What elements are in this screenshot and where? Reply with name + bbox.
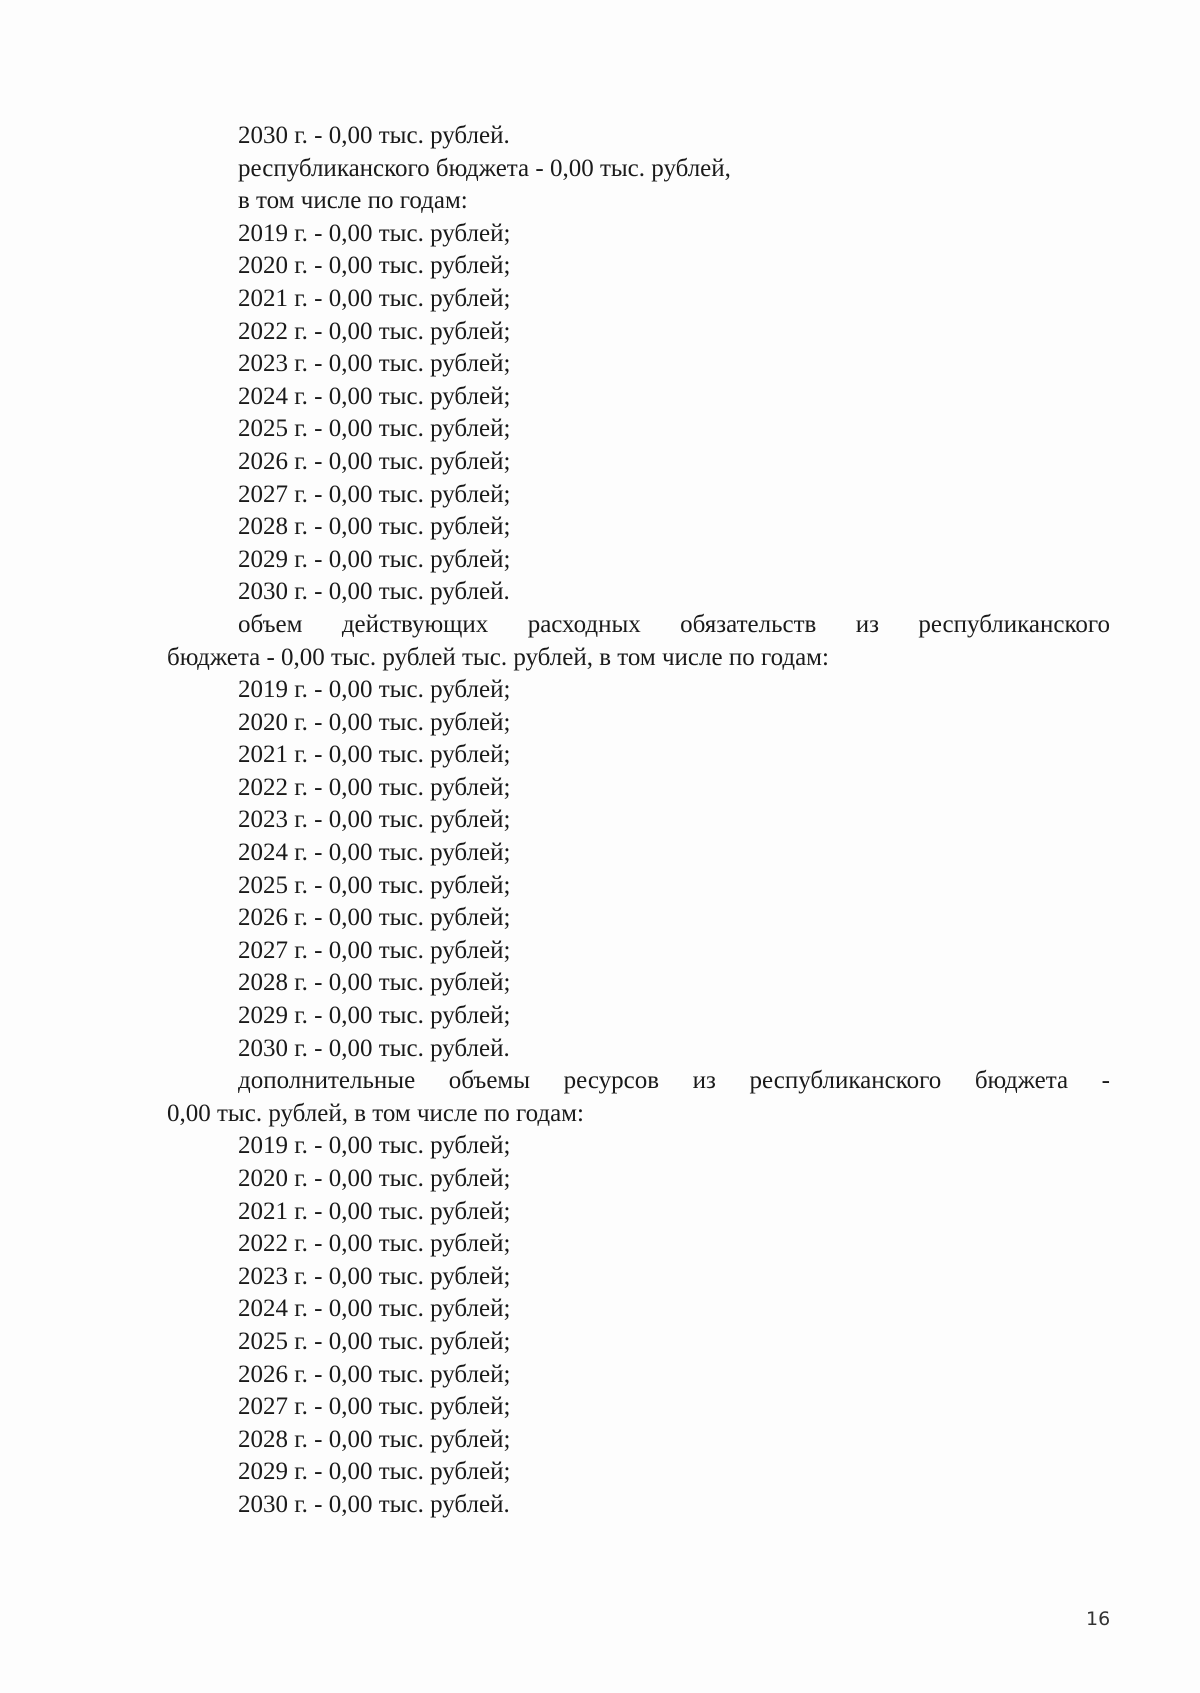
year-line: 2024 г. - 0,00 тыс. рублей; bbox=[238, 382, 511, 410]
text-line: в том числе по годам: bbox=[238, 187, 468, 215]
year-line: 2022 г. - 0,00 тыс. рублей; bbox=[238, 317, 511, 345]
year-line: 2023 г. - 0,00 тыс. рублей; bbox=[238, 1262, 511, 1290]
year-line: 2024 г. - 0,00 тыс. рублей; bbox=[238, 839, 511, 867]
year-line: 2021 г. - 0,00 тыс. рублей; bbox=[238, 1197, 511, 1225]
paragraph-first-line: дополнительные объемы ресурсов из республиканского бюджета - bbox=[238, 1067, 1110, 1095]
year-line: 2019 г. - 0,00 тыс. рублей; bbox=[238, 1132, 511, 1160]
paragraph-continuation: 0,00 тыс. рублей, в том числе по годам: bbox=[167, 1099, 584, 1127]
section-additional-resources bbox=[167, 1065, 1110, 1521]
paragraph-continuation: бюджета - 0,00 тыс. рублей тыс. рублей, в том числе по годам: bbox=[167, 643, 829, 671]
year-line: 2024 г. - 0,00 тыс. рублей; bbox=[238, 1295, 511, 1323]
paragraph-first-line: объем действующих расходных обязательств из республиканского bbox=[238, 610, 1110, 638]
year-line: 2029 г. - 0,00 тыс. рублей; bbox=[238, 1002, 511, 1030]
document-body bbox=[167, 120, 1110, 1522]
year-line: 2028 г. - 0,00 тыс. рублей; bbox=[238, 1425, 511, 1453]
section-existing-obligations bbox=[167, 609, 1110, 1065]
year-line: 2029 г. - 0,00 тыс. рублей; bbox=[238, 1458, 511, 1486]
year-line: 2028 г. - 0,00 тыс. рублей; bbox=[238, 513, 511, 541]
year-line: 2019 г. - 0,00 тыс. рублей; bbox=[238, 676, 511, 704]
year-line: 2026 г. - 0,00 тыс. рублей; bbox=[238, 447, 511, 475]
year-line: 2026 г. - 0,00 тыс. рублей; bbox=[238, 904, 511, 932]
text-line: республиканского бюджета - 0,00 тыс. рублей, bbox=[238, 154, 731, 182]
year-line: 2023 г. - 0,00 тыс. рублей; bbox=[238, 806, 511, 834]
year-line: 2019 г. - 0,00 тыс. рублей; bbox=[238, 219, 511, 247]
section-republican-budget bbox=[167, 120, 1110, 609]
year-line: 2025 г. - 0,00 тыс. рублей; bbox=[238, 415, 511, 443]
year-line: 2021 г. - 0,00 тыс. рублей; bbox=[238, 284, 511, 312]
year-line: 2028 г. - 0,00 тыс. рублей; bbox=[238, 969, 511, 997]
year-line: 2030 г. - 0,00 тыс. рублей. bbox=[238, 578, 510, 606]
year-line: 2027 г. - 0,00 тыс. рублей; bbox=[238, 1393, 511, 1421]
year-line: 2021 г. - 0,00 тыс. рублей; bbox=[238, 741, 511, 769]
year-line: 2027 г. - 0,00 тыс. рублей; bbox=[238, 936, 511, 964]
year-line: 2025 г. - 0,00 тыс. рублей; bbox=[238, 871, 511, 899]
year-line: 2030 г. - 0,00 тыс. рублей. bbox=[238, 1034, 510, 1062]
page-number: 16 bbox=[1086, 1608, 1111, 1630]
year-line: 2020 г. - 0,00 тыс. рублей; bbox=[238, 252, 511, 280]
year-line: 2025 г. - 0,00 тыс. рублей; bbox=[238, 1327, 511, 1355]
year-line: 2022 г. - 0,00 тыс. рублей; bbox=[238, 1230, 511, 1258]
year-line: 2022 г. - 0,00 тыс. рублей; bbox=[238, 773, 511, 801]
year-line: 2023 г. - 0,00 тыс. рублей; bbox=[238, 350, 511, 378]
text-line: 2030 г. - 0,00 тыс. рублей. bbox=[238, 122, 510, 149]
year-line: 2027 г. - 0,00 тыс. рублей; bbox=[238, 480, 511, 508]
year-line: 2030 г. - 0,00 тыс. рублей. bbox=[238, 1490, 510, 1518]
year-line: 2020 г. - 0,00 тыс. рублей; bbox=[238, 1165, 511, 1192]
year-line: 2026 г. - 0,00 тыс. рублей; bbox=[238, 1360, 511, 1388]
year-line: 2029 г. - 0,00 тыс. рублей; bbox=[238, 545, 511, 573]
year-line: 2020 г. - 0,00 тыс. рублей; bbox=[238, 708, 511, 736]
